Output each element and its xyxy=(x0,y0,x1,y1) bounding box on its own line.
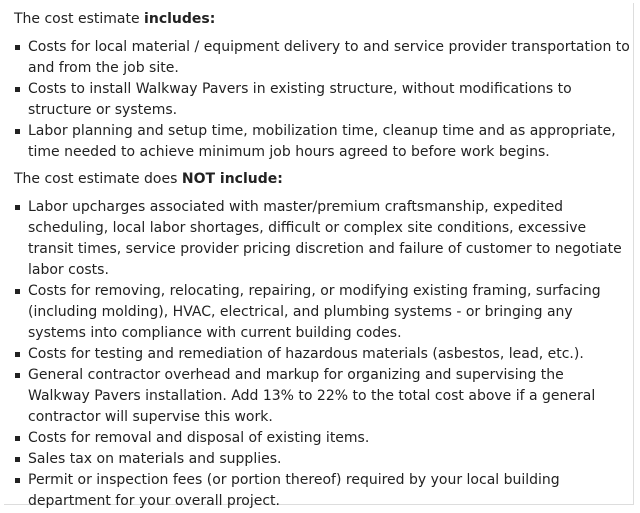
list-item xyxy=(14,121,630,163)
bullet-icon xyxy=(15,436,20,441)
bullet-icon xyxy=(15,457,20,462)
list-item-text: Costs for testing and remediation of hazardous materials (asbestos, lead, etc.). xyxy=(28,346,584,362)
bullet-icon xyxy=(15,373,20,378)
list-item-text: Permit or inspection fees (or portion thereof) required by your local building department for your overall project. xyxy=(28,472,560,509)
list-item-text: Labor planning and setup time, mobilization time, cleanup time and as appropriate, time needed to achieve minimum job hours agreed to before work begins. xyxy=(28,123,616,160)
bullet-icon xyxy=(15,478,20,483)
list-item-text: General contractor overhead and markup for organizing and supervising the Walkway Pavers installation. Add 13% to 22% to the total cost above if a general contractor will supervise this work. xyxy=(28,367,596,425)
excludes-heading-emphasis: NOT include: xyxy=(181,171,283,187)
list-item-text: Costs for removing, relocating, repairing, or modifying existing framing, surfacing (including molding), HVAC, electrical, and plumbing systems - or bringing any systems into compliance with current building codes. xyxy=(28,283,601,341)
cost-estimate-panel xyxy=(4,3,634,509)
list-item xyxy=(14,79,630,121)
excludes-heading-prefix: The cost estimate does xyxy=(14,171,182,187)
excludes-heading xyxy=(14,169,283,190)
list-item xyxy=(14,197,630,281)
includes-heading xyxy=(14,9,215,30)
bullet-icon xyxy=(15,289,20,294)
list-item xyxy=(14,428,630,449)
list-item-text: Costs to install Walkway Pavers in existing structure, without modifications to structure or systems. xyxy=(28,81,572,118)
bullet-icon xyxy=(15,352,20,357)
includes-list xyxy=(14,37,630,163)
list-item xyxy=(14,37,630,79)
list-item xyxy=(14,281,630,344)
bullet-icon xyxy=(15,87,20,92)
list-item xyxy=(14,365,630,428)
list-item xyxy=(14,470,630,512)
includes-heading-prefix: The cost estimate xyxy=(14,11,145,27)
list-item-text: Costs for local material / equipment delivery to and service provider transportation to and from the job site. xyxy=(28,39,630,76)
list-item xyxy=(14,449,630,470)
bullet-icon xyxy=(15,205,20,210)
list-item-text: Labor upcharges associated with master/premium craftsmanship, expedited scheduling, local labor shortages, difficult or complex site conditions, excessive transit times, service provider pricing discretion and failure of customer to negotiate labor costs. xyxy=(28,199,622,278)
excludes-list xyxy=(14,197,630,512)
includes-heading-emphasis: includes: xyxy=(144,11,216,27)
list-item-text: Sales tax on materials and supplies. xyxy=(28,451,282,467)
list-item xyxy=(14,344,630,365)
bullet-icon xyxy=(15,129,20,134)
list-item-text: Costs for removal and disposal of existing items. xyxy=(28,430,370,446)
bullet-icon xyxy=(15,45,20,50)
